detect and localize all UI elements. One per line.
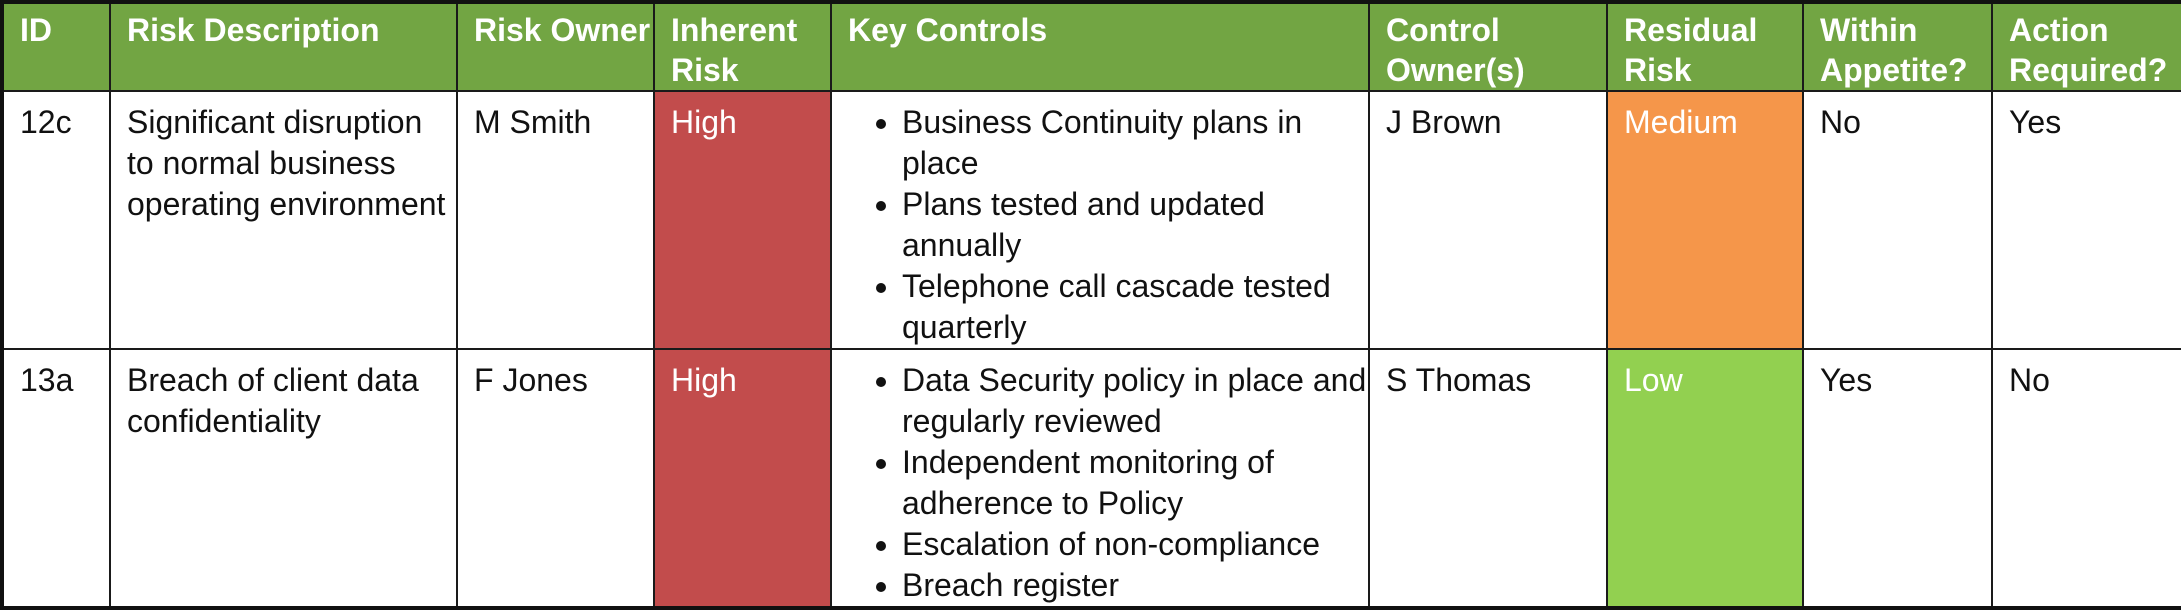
header-action-required: Action Required? bbox=[1992, 2, 2181, 91]
key-control-item: • Telephone call cascade tested quarterly bbox=[902, 266, 1368, 348]
cell-risk-owner: F Jones bbox=[457, 349, 654, 608]
key-control-item: • Data Security policy in place and regularly reviewed bbox=[902, 360, 1368, 442]
cell-key-controls bbox=[831, 349, 1369, 608]
cell-residual-risk: Low bbox=[1607, 349, 1803, 608]
key-control-item: • Business Continuity plans in place bbox=[902, 102, 1368, 184]
cell-action-required: Yes bbox=[1992, 91, 2181, 349]
cell-control-owners: J Brown bbox=[1369, 91, 1607, 349]
cell-within-appetite: No bbox=[1803, 91, 1992, 349]
key-controls-list bbox=[840, 360, 1368, 606]
header-within-appetite: Within Appetite? bbox=[1803, 2, 1992, 91]
cell-risk-description: Breach of client data confidentiality bbox=[110, 349, 457, 608]
table-header bbox=[2, 2, 2181, 91]
header-inherent-risk: Inherent Risk bbox=[654, 2, 831, 91]
cell-within-appetite: Yes bbox=[1803, 349, 1992, 608]
key-control-item: • Plans tested and updated annually bbox=[902, 184, 1368, 266]
cell-inherent-risk: High bbox=[654, 91, 831, 349]
cell-action-required: No bbox=[1992, 349, 2181, 608]
key-control-item: • Breach register bbox=[902, 565, 1368, 606]
cell-control-owners: S Thomas bbox=[1369, 349, 1607, 608]
key-control-item: • Escalation of non-compliance bbox=[902, 524, 1368, 565]
cell-inherent-risk: High bbox=[654, 349, 831, 608]
table-body bbox=[2, 91, 2181, 608]
cell-id: 12c bbox=[2, 91, 110, 349]
cell-risk-owner: M Smith bbox=[457, 91, 654, 349]
key-controls-list bbox=[840, 102, 1368, 348]
cell-id: 13a bbox=[2, 349, 110, 608]
header-risk-description: Risk Description bbox=[110, 2, 457, 91]
header-risk-owner: Risk Owner bbox=[457, 2, 654, 91]
header-key-controls: Key Controls bbox=[831, 2, 1369, 91]
cell-risk-description: Significant disruption to normal business operating environment bbox=[110, 91, 457, 349]
table-row bbox=[2, 349, 2181, 608]
header-row bbox=[2, 2, 2181, 91]
cell-key-controls bbox=[831, 91, 1369, 349]
table-row bbox=[2, 91, 2181, 349]
header-residual-risk: Residual Risk bbox=[1607, 2, 1803, 91]
key-control-item: • Independent monitoring of adherence to Policy bbox=[902, 442, 1368, 524]
header-control-owners: Control Owner(s) bbox=[1369, 2, 1607, 91]
header-id: ID bbox=[2, 2, 110, 91]
cell-residual-risk: Medium bbox=[1607, 91, 1803, 349]
